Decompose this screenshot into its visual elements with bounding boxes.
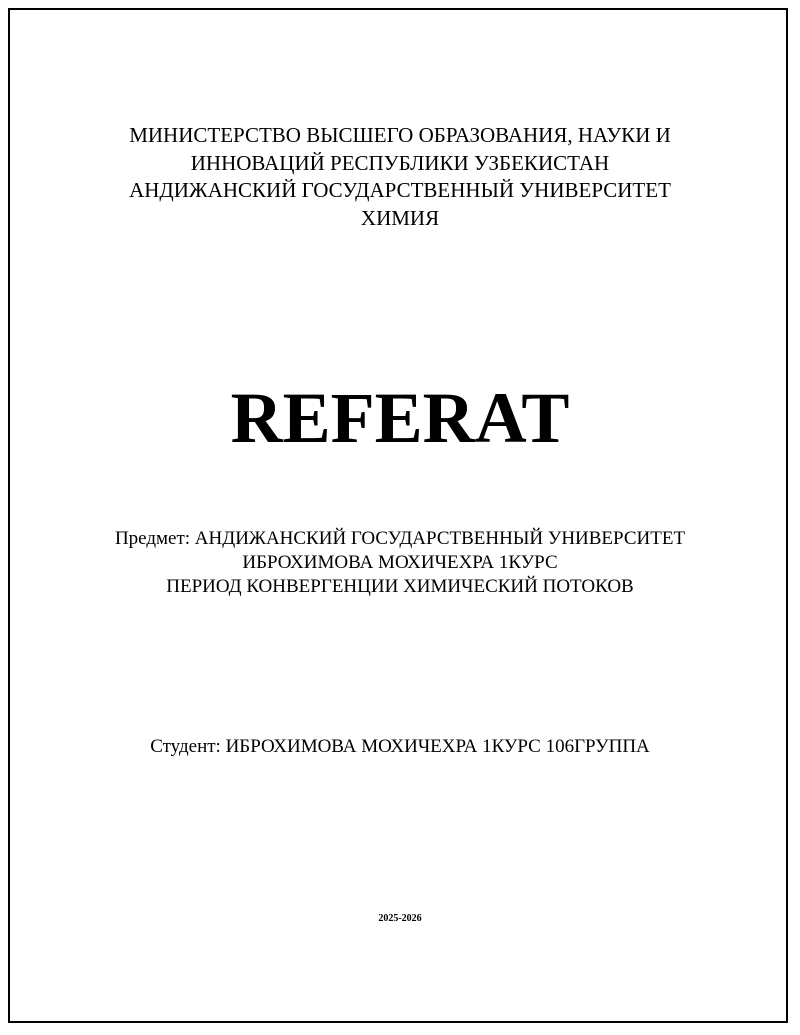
subject-line: Предмет: АНДИЖАНСКИЙ ГОСУДАРСТВЕННЫЙ УНИВЕРСИТЕТ (114, 528, 686, 549)
header-line-university: АНДИЖАНСКИЙ ГОСУДАРСТВЕННЫЙ УНИВЕРСИТЕТ (129, 178, 671, 202)
header-line-innovations: ИННОВАЦИЙ РЕСПУБЛИКИ УЗБЕКИСТАН (190, 150, 610, 175)
subject-topic-line: ПЕРИОД КОНВЕРГЕНЦИИ ХИМИЧЕСКИЙ ПОТОКОВ (166, 576, 634, 597)
student-line: Студент: ИБРОХИМОВА МОХИЧЕХРА 1КУРС 106ГРУППА (150, 736, 650, 757)
academic-year: 2025-2026 (378, 913, 422, 924)
header-line-faculty: ХИМИЯ (360, 205, 440, 230)
document-title: REFERAT (230, 378, 570, 458)
subject-author-line: ИБРОХИМОВА МОХИЧЕХРА 1КУРС (242, 552, 558, 573)
header-line-ministry: МИНИСТЕРСТВО ВЫСШЕГО ОБРАЗОВАНИЯ, НАУКИ И (129, 123, 671, 147)
ministry-header (0, 122, 800, 232)
subject-block (0, 527, 800, 599)
